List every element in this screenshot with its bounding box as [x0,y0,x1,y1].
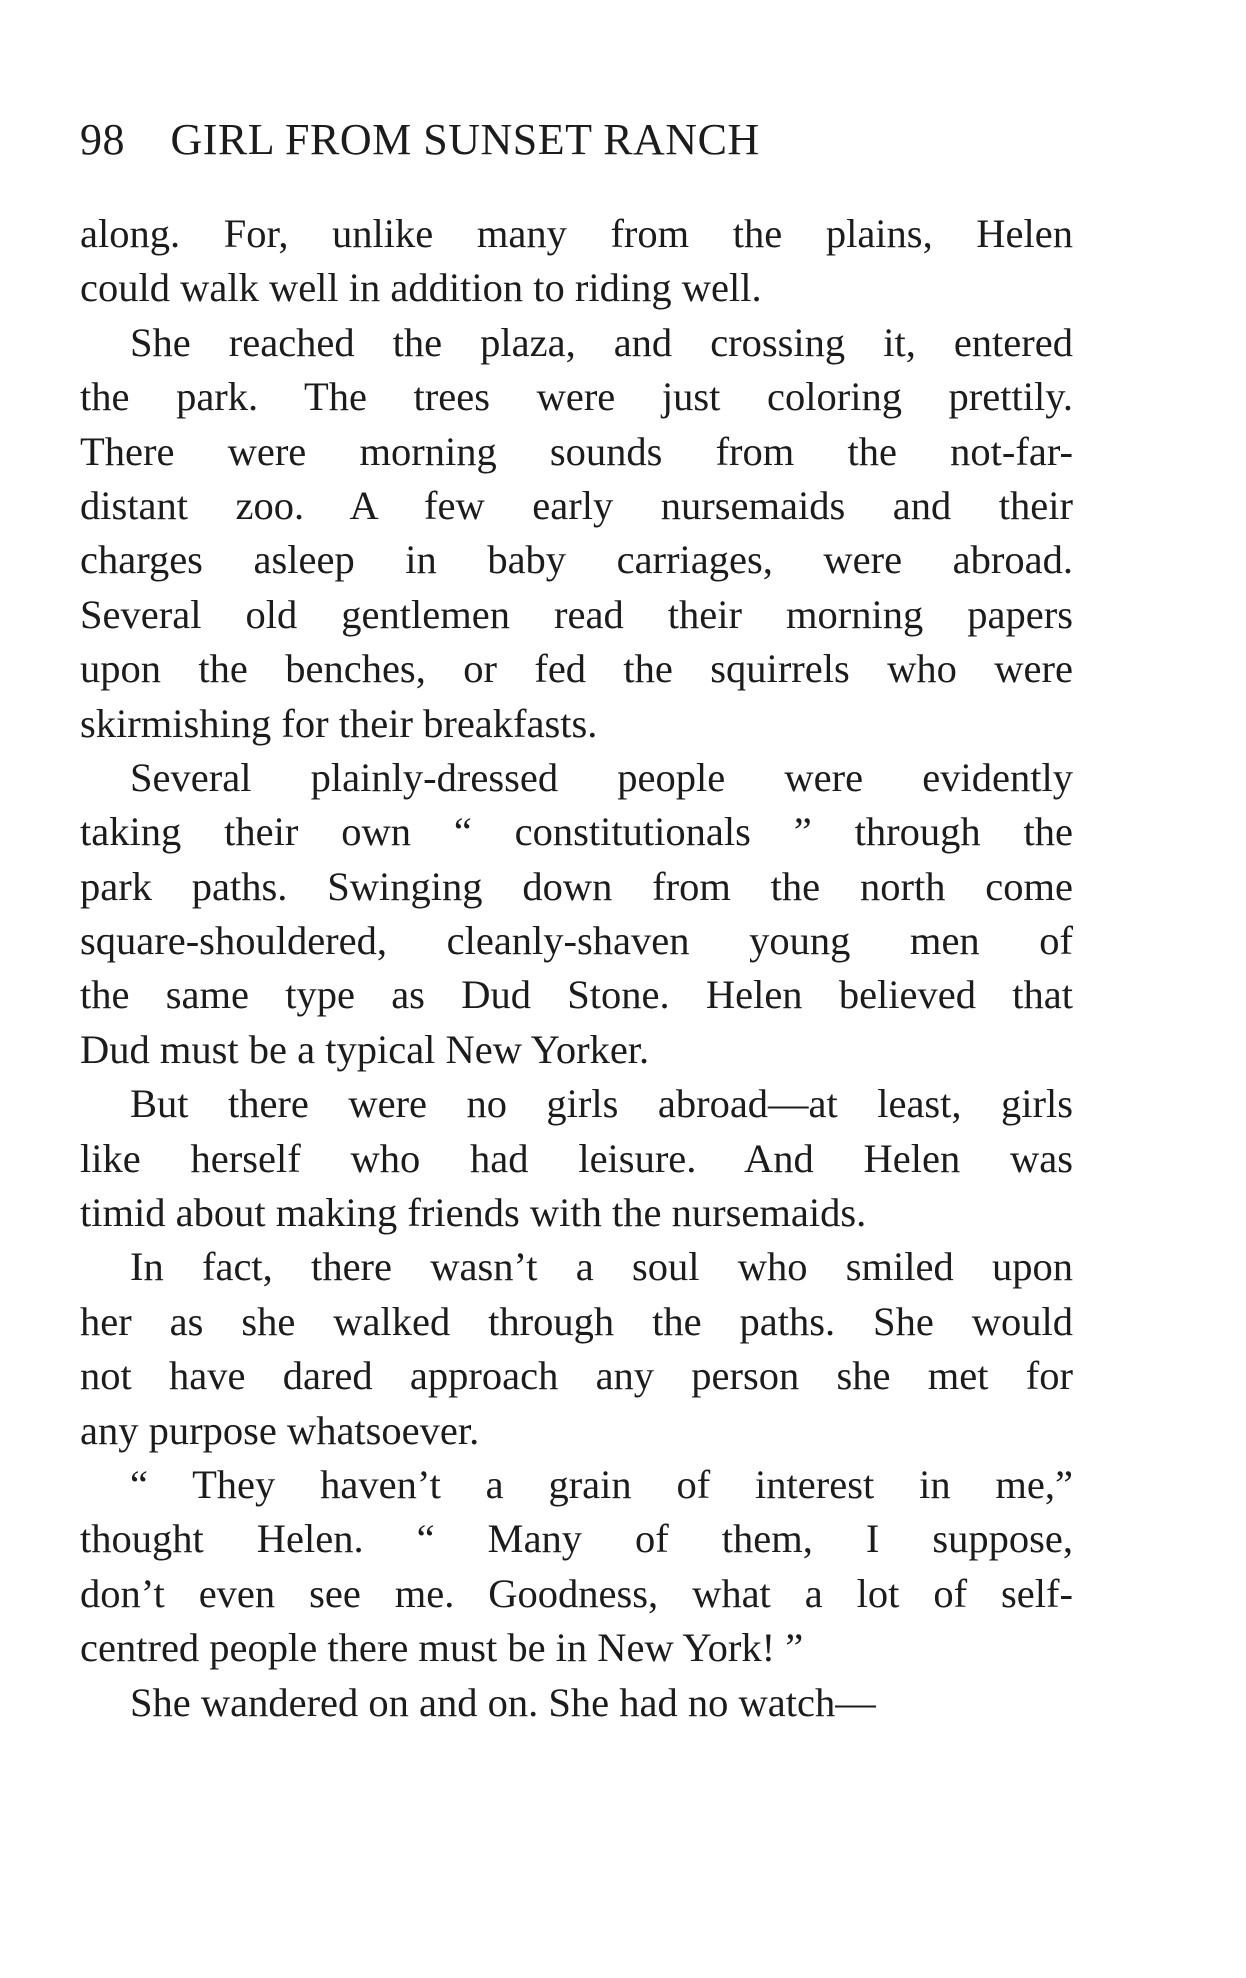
text-line: But there were no girls abroad—at least, girls [130,1081,1073,1127]
text-line: “ They haven’t a grain of interest in me,” [130,1461,1073,1507]
text-line: She wandered on and on. She had no watch— [130,1679,876,1725]
text-line: square-shouldered, cleanly-shaven young men of [80,918,1073,964]
text-line: centred people there must be in New York! ” [80,1625,804,1671]
text-line: any purpose whatsoever. [80,1407,480,1453]
text-line: like herself who had leisure. And Helen was [80,1135,1073,1181]
text-line: taking their own “ constitutionals ” through the [80,809,1073,855]
text-line: her as she walked through the paths. She would [80,1298,1073,1344]
text-line: the same type as Dud Stone. Helen believed that [80,972,1073,1018]
text-line: could walk well in addition to riding well. [80,265,762,311]
text-line: There were morning sounds from the not-far- [80,428,1073,474]
text-line: Dud must be a typical New Yorker. [80,1026,650,1072]
text-line: Several plainly-dressed people were evidently [130,754,1073,800]
text-line: the park. The trees were just coloring prettily. [80,374,1073,420]
text-line: timid about making friends with the nursemaids. [80,1190,867,1236]
body-text [80,207,1073,1730]
running-title: GIRL FROM SUNSET RANCH [170,115,760,164]
text-line: don’t even see me. Goodness, what a lot of self- [80,1570,1073,1616]
text-line: charges asleep in baby carriages, were abroad. [80,537,1073,583]
text-line: skirmishing for their breakfasts. [80,700,598,746]
text-line: thought Helen. “ Many of them, I suppose, [80,1516,1073,1562]
page-number: 98 [80,115,125,164]
page-header [80,110,1070,170]
text-line: park paths. Swinging down from the north come [80,863,1073,909]
text-line: Several old gentlemen read their morning papers [80,591,1073,637]
text-line: In fact, there wasn’t a soul who smiled upon [130,1244,1073,1290]
text-line: upon the benches, or fed the squirrels who were [80,646,1073,692]
text-line: along. For, unlike many from the plains, Helen [80,211,1073,256]
text-line: not have dared approach any person she met for [80,1353,1073,1399]
text-line: distant zoo. A few early nursemaids and their [80,482,1073,528]
text-line: She reached the plaza, and crossing it, entered [130,319,1073,365]
